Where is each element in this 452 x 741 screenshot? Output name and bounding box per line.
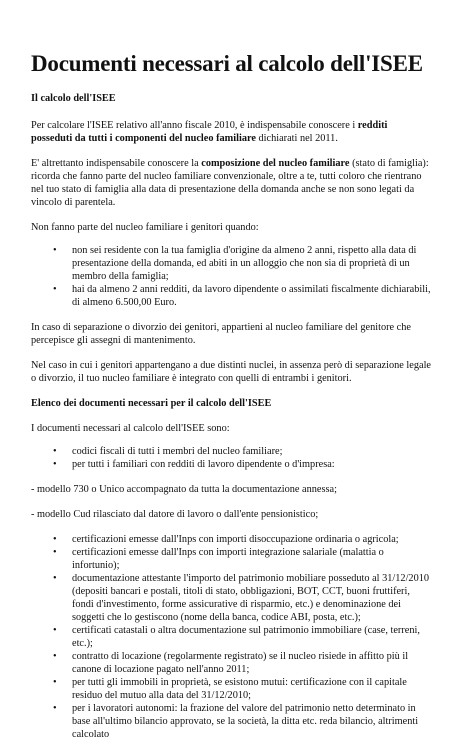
list-item-text: documentazione attestante l'importo del patrimonio mobiliare posseduto al 31/12/2010 (depositi bancari e postali, titoli di stato, obbligazioni, BOT, CCT, buoni fruttiferi, fondi d'investimento, forme assicurative di risparmio, etc.) e denominazione dei soggetti che lo gestiscono (nome della banca, codice ABI, posta, etc.); [72,573,430,623]
list-item-text: contratto di locazione (regolarmente registrato) se il nucleo risiede in affitto più il canone di locazione pagato nell'anno 2011; [72,651,409,675]
list-item [31,546,431,572]
emphasis-text: composizione del nucleo familiare [201,158,350,169]
paragraph-text: dichiarati nel 2011. [255,133,338,144]
page-title: Documenti necessari al calcolo dell'ISEE [31,51,423,76]
list-item [31,533,431,546]
document-body [31,92,431,741]
line-modello-730: - modello 730 o Unico accompagnato da tutta la documentazione annessa; [31,484,337,495]
paragraph-documenti-intro: I documenti necessari al calcolo dell'ISEE sono: [31,423,230,434]
paragraph-text: E' altrettanto indispensabile conoscere la [31,158,202,169]
bullet-icon: • [53,651,57,662]
list-item-text: certificazioni emesse dall'Inps con importi integrazione salariale (malattia o infortunio); [72,547,384,571]
bullet-icon: • [53,245,57,256]
section-heading-calcolo: Il calcolo dell'ISEE [31,93,116,104]
section-heading-elenco: Elenco dei documenti necessari per il calcolo dell'ISEE [31,398,272,409]
bullet-icon: • [53,534,57,545]
list-item [31,458,431,471]
paragraph-separazione: In caso di separazione o divorzio dei genitori, appartieni al nucleo familiare del genitore che percepisce gli assegni di mantenimento. [31,322,411,346]
paragraph-genitori: Non fanno parte del nucleo familiare i genitori quando: [31,222,259,233]
paragraph-text: (stato di famiglia): ricorda che fanno parte del nucleo familiare convenzionale, oltre a te, tutti coloro che rientrano nel tuo stato di famiglia alla data di presentazione della domanda anche se non sono legati da vincolo di parentela. [31,158,429,208]
list-item-text: hai da almeno 2 anni redditi, da lavoro dipendente o assimilati fiscalmente dichiarabili, di almeno 6.500,00 Euro. [72,284,431,308]
bullet-icon: • [53,446,57,457]
paragraph-nuclei: Nel caso in cui i genitori appartengano a due distinti nuclei, in assenza però di separazione legale o divorzio, il tuo nucleo familiare è integrato con quelli di entrambi i genitori. [31,360,431,384]
list-item [31,283,431,309]
paragraph-text: Per calcolare l'ISEE relativo all'anno fiscale 2010, è indispensabile conoscere i [31,120,358,131]
bullet-icon: • [53,625,57,636]
line-modello-cud: - modello Cud rilasciato dal datore di lavoro o dall'ente pensionistico; [31,509,319,520]
paragraph-composizione [31,157,431,209]
list-item-text: non sei residente con la tua famiglia d'origine da almeno 2 anni, rispetto alla data di presentazione della domanda, ed abiti in un alloggio che non sia di proprietà di un membro della famiglia; [72,245,417,282]
bullet-icon: • [53,459,57,470]
paragraph-redditi [31,119,431,145]
list-item [31,702,431,741]
list-item [31,445,431,458]
list-item-text: per tutti i familiari con redditi di lavoro dipendente o d'impresa: [72,459,335,470]
list-item [31,572,431,624]
list-documenti-dettaglio [31,533,431,741]
bullet-icon: • [53,703,57,714]
bullet-icon: • [53,284,57,295]
list-item-text: per i lavoratori autonomi: la frazione del valore del patrimonio netto determinato in base all'ultimo bilancio approvato, se la società, la ditta etc. reda bilancio, altrimenti calcolato [72,703,419,740]
bullet-icon: • [53,547,57,558]
bullet-icon: • [53,677,57,688]
list-genitori [31,244,431,309]
list-documenti-base [31,445,431,471]
list-item-text: certificazioni emesse dall'Inps con importi disoccupazione ordinaria o agricola; [72,534,399,545]
list-item-text: codici fiscali di tutti i membri del nucleo familiare; [72,446,283,457]
list-item-text: per tutti gli immobili in proprietà, se esistono mutui: certificazione con il capitale residuo del mutuo alla data del 31/12/2010; [72,677,407,701]
emphasis-text: redditi posseduti da tutti i componenti del nucleo familiare [31,120,388,144]
list-item [31,676,431,702]
list-item-text: certificati catastali o altra documentazione sul patrimonio immobiliare (case, terreni, etc.); [72,625,420,649]
list-item [31,244,431,283]
list-item [31,650,431,676]
bullet-icon: • [53,573,57,584]
list-item [31,624,431,650]
